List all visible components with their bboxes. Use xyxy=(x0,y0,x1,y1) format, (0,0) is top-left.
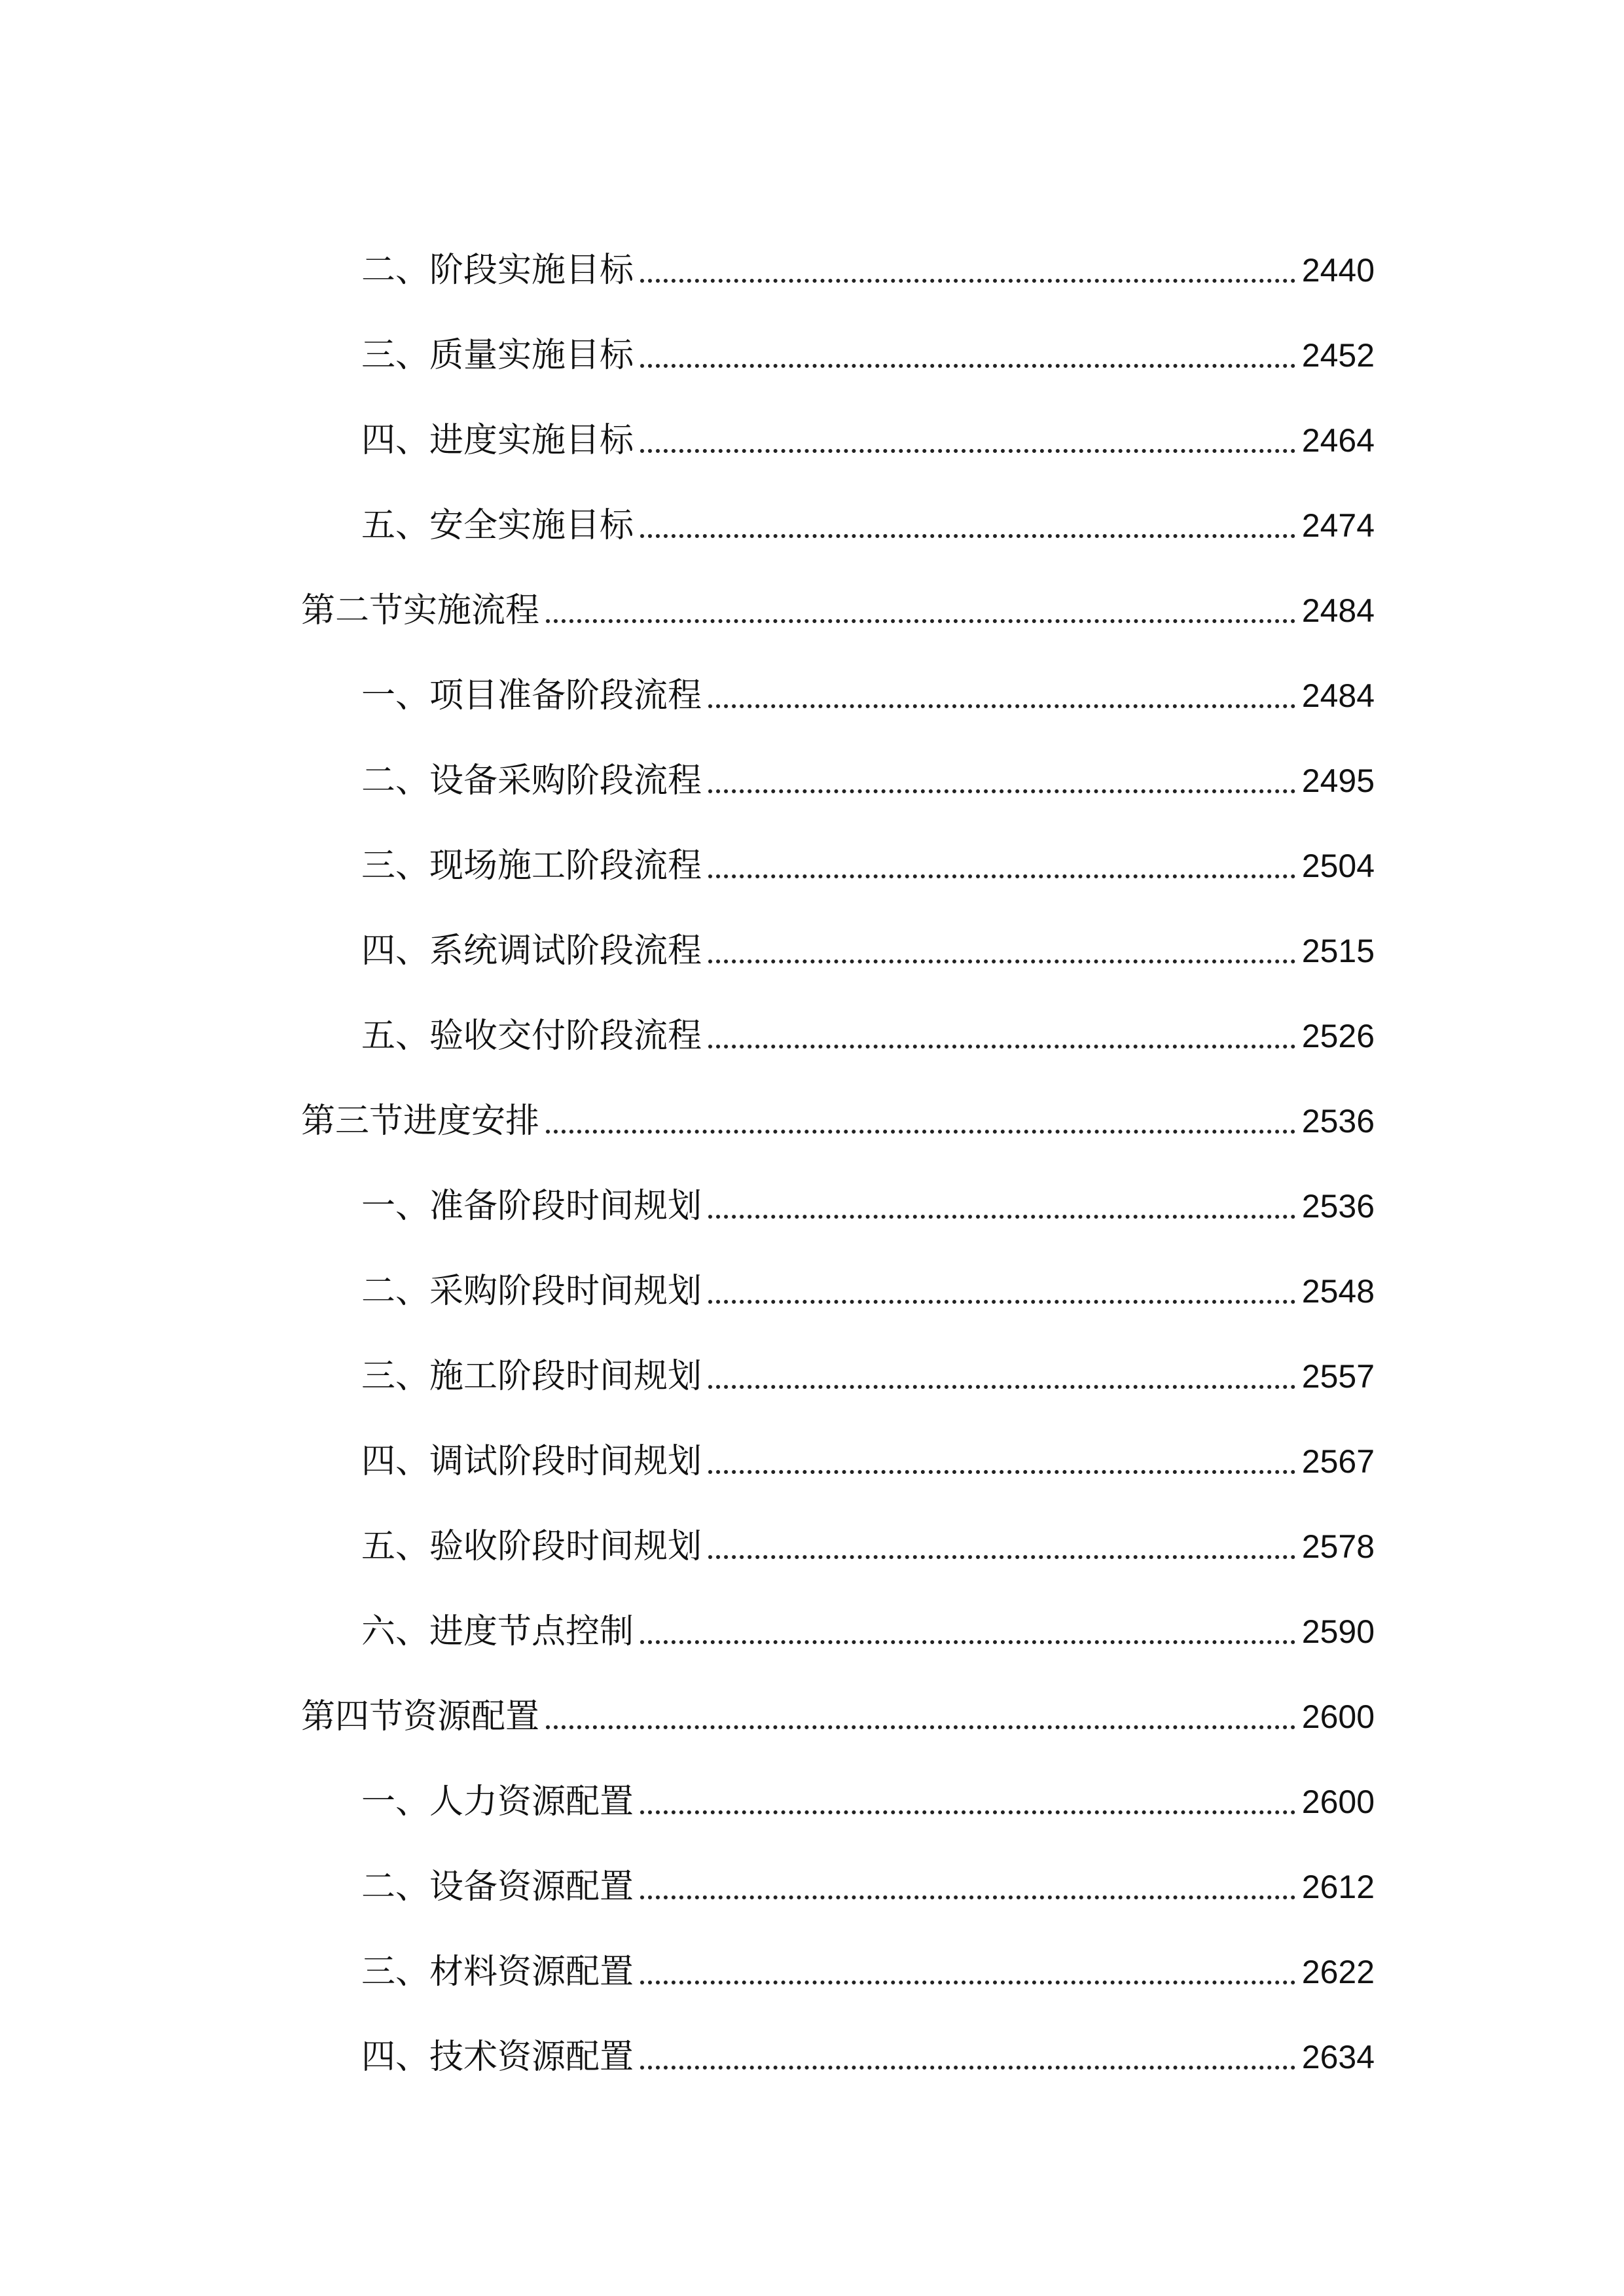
toc-entry-title: 第二节实施流程 xyxy=(301,591,540,630)
toc-entry-title: 三、材料资源配置 xyxy=(361,1952,634,1992)
toc-entry-title: 五、验收阶段时间规划 xyxy=(361,1527,702,1566)
toc-dot-leader xyxy=(640,2066,1295,2070)
toc-dot-leader xyxy=(640,364,1295,368)
toc-entry-page-number: 2590 xyxy=(1301,1613,1375,1650)
toc-entry-page-number: 2526 xyxy=(1301,1018,1375,1054)
toc-dot-leader xyxy=(708,960,1295,963)
toc-dot-leader xyxy=(640,449,1295,453)
toc-entry-page-number: 2612 xyxy=(1301,1869,1375,1905)
toc-entry[interactable] xyxy=(301,1484,1375,1570)
toc-entry-title: 四、调试阶段时间规划 xyxy=(361,1442,702,1481)
toc-entry[interactable] xyxy=(301,1229,1375,1314)
toc-entry-page-number: 2567 xyxy=(1301,1443,1375,1480)
toc-dot-leader xyxy=(546,1130,1295,1134)
toc-entry-page-number: 2536 xyxy=(1301,1188,1375,1225)
toc-entry-page-number: 2484 xyxy=(1301,677,1375,714)
toc-entry[interactable] xyxy=(301,1910,1375,1995)
toc-dot-leader xyxy=(708,1385,1295,1389)
toc-entry-title: 三、施工阶段时间规划 xyxy=(361,1357,702,1396)
toc-entry-title: 二、阶段实施目标 xyxy=(361,251,634,290)
toc-entry[interactable] xyxy=(301,293,1375,378)
toc-entry[interactable] xyxy=(301,634,1375,719)
toc-entry-title: 第四节资源配置 xyxy=(301,1697,540,1736)
toc-dot-leader xyxy=(708,1045,1295,1049)
toc-entry-title: 一、项目准备阶段流程 xyxy=(361,676,702,715)
toc-entry[interactable] xyxy=(301,1995,1375,2080)
toc-entry[interactable] xyxy=(301,889,1375,974)
toc-entry-title: 五、安全实施目标 xyxy=(361,506,634,545)
toc-dot-leader xyxy=(546,619,1295,623)
toc-entry-page-number: 2557 xyxy=(1301,1358,1375,1395)
toc-entry[interactable] xyxy=(301,804,1375,889)
toc-entry-title: 二、设备资源配置 xyxy=(361,1867,634,1907)
toc-entry[interactable] xyxy=(301,463,1375,548)
toc-dot-leader xyxy=(640,1981,1295,1984)
toc-entry-title: 二、采购阶段时间规划 xyxy=(361,1272,702,1311)
toc-dot-leader xyxy=(708,704,1295,708)
toc-entry-page-number: 2600 xyxy=(1301,1698,1375,1735)
toc-entry-page-number: 2440 xyxy=(1301,252,1375,289)
toc-dot-leader xyxy=(640,279,1295,283)
toc-entry-page-number: 2452 xyxy=(1301,337,1375,374)
toc-entry[interactable] xyxy=(301,208,1375,293)
toc-entry[interactable] xyxy=(301,1570,1375,1655)
toc-dot-leader xyxy=(708,789,1295,793)
toc-entry-page-number: 2634 xyxy=(1301,2039,1375,2075)
toc-section-entry[interactable] xyxy=(301,1059,1375,1144)
toc-dot-leader xyxy=(640,1895,1295,1899)
toc-entry-page-number: 2622 xyxy=(1301,1954,1375,1990)
toc-dot-leader xyxy=(708,1300,1295,1304)
toc-entry-title: 二、设备采购阶段流程 xyxy=(361,761,702,800)
toc-dot-leader xyxy=(708,1215,1295,1219)
toc-entry[interactable] xyxy=(301,974,1375,1059)
toc-dot-leader xyxy=(708,874,1295,878)
toc-entry-page-number: 2464 xyxy=(1301,422,1375,459)
toc-entry-title: 五、验收交付阶段流程 xyxy=(361,1016,702,1056)
toc-entry-title: 三、质量实施目标 xyxy=(361,336,634,375)
toc-section-entry[interactable] xyxy=(301,548,1375,634)
toc-entry-title: 第三节进度安排 xyxy=(301,1102,540,1141)
toc-dot-leader xyxy=(640,534,1295,538)
toc-section-entry[interactable] xyxy=(301,1655,1375,1740)
toc-entry[interactable] xyxy=(301,1314,1375,1399)
toc-entry-page-number: 2548 xyxy=(1301,1273,1375,1310)
toc-entry[interactable] xyxy=(301,1144,1375,1229)
toc-entry-page-number: 2515 xyxy=(1301,933,1375,969)
toc-entry-title: 六、进度节点控制 xyxy=(361,1612,634,1651)
toc-dot-leader xyxy=(708,1555,1295,1559)
toc-entry-title: 四、进度实施目标 xyxy=(361,421,634,460)
toc-entry[interactable] xyxy=(301,378,1375,463)
toc-entry[interactable] xyxy=(301,719,1375,804)
toc-entry-title: 三、现场施工阶段流程 xyxy=(361,846,702,886)
toc-entry-title: 四、系统调试阶段流程 xyxy=(361,931,702,971)
toc-entry[interactable] xyxy=(301,1399,1375,1484)
table-of-contents xyxy=(301,208,1375,2080)
toc-entry-title: 一、准备阶段时间规划 xyxy=(361,1187,702,1226)
toc-entry-page-number: 2504 xyxy=(1301,848,1375,884)
toc-entry-page-number: 2600 xyxy=(1301,1784,1375,1820)
toc-entry-page-number: 2484 xyxy=(1301,592,1375,629)
toc-entry[interactable] xyxy=(301,1740,1375,1825)
toc-entry-page-number: 2536 xyxy=(1301,1103,1375,1139)
toc-dot-leader xyxy=(708,1470,1295,1474)
toc-dot-leader xyxy=(640,1810,1295,1814)
toc-entry[interactable] xyxy=(301,1825,1375,1910)
toc-entry-page-number: 2495 xyxy=(1301,762,1375,799)
toc-entry-title: 一、人力资源配置 xyxy=(361,1782,634,1821)
toc-entry-page-number: 2578 xyxy=(1301,1528,1375,1565)
toc-entry-title: 四、技术资源配置 xyxy=(361,2037,634,2077)
toc-entry-page-number: 2474 xyxy=(1301,507,1375,544)
toc-dot-leader xyxy=(546,1725,1295,1729)
toc-dot-leader xyxy=(640,1640,1295,1644)
